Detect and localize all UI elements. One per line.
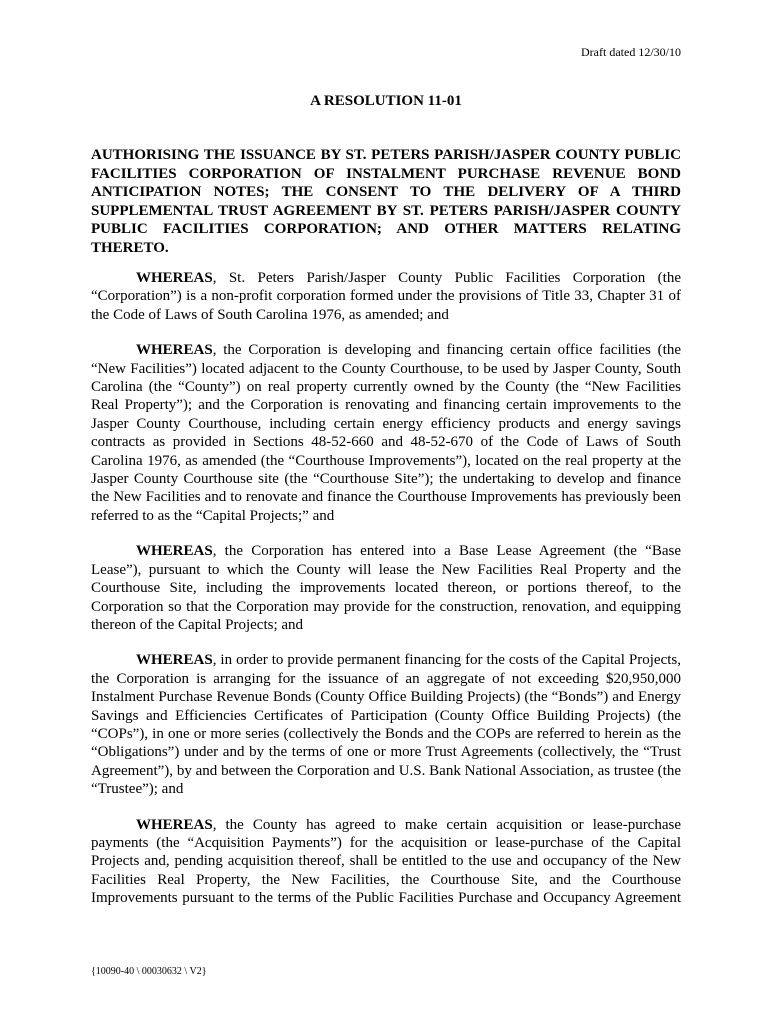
whereas-paragraph-3: [91, 542, 681, 634]
document-page: [91, 0, 681, 1024]
resolution-body: [91, 269, 681, 925]
paragraph-text: , the Corporation has entered into a Base Lease Agreement (the “Base Lease”), pursuant to which the County will lease the New Facilities Real Property and the Courthouse Site, including the improvements located thereon, or portions thereof, to the Corporation so that the Corporation may provide for the construction, renovation, and equipping thereon of the Capital Projects; and: [91, 543, 681, 633]
whereas-paragraph-1: [91, 269, 681, 324]
whereas-paragraph-5: [91, 816, 681, 908]
whereas-lead: WHEREAS: [136, 652, 213, 669]
paragraph-text: , St. Peters Parish/Jasper County Public Facilities Corporation (the “Corporation”) is a non-profit corporation formed under the provisions of Title 33, Chapter 31 of the Code of Laws of South Carolina 1976, as amended; and: [91, 270, 681, 323]
draft-date: Draft dated 12/30/10: [581, 45, 681, 59]
whereas-paragraph-4: [91, 651, 681, 798]
whereas-paragraph-2: [91, 341, 681, 525]
whereas-lead: WHEREAS: [136, 342, 213, 359]
document-id-footer: {10090-40 \ 00030632 \ V2}: [91, 966, 207, 977]
whereas-lead: WHEREAS: [136, 816, 213, 833]
resolution-title: A RESOLUTION 11-01: [310, 93, 462, 109]
whereas-lead: WHEREAS: [136, 270, 213, 286]
resolution-heading: AUTHORISING THE ISSUANCE BY ST. PETERS PARISH/JASPER COUNTY PUBLIC FACILITIES CORPORATION OF INSTALMENT PURCHASE REVENUE BOND ANTICIPATION NOTES; THE CONSENT TO THE DELIVERY OF A THIRD SUPPLEMENTAL TRUST AGREEMENT BY ST. PETERS PARISH/JASPER COUNTY PUBLIC FACILITIES CORPORATION; AND OTHER MATTERS RELATING THERETO.: [91, 147, 681, 256]
paragraph-text: , the Corporation is developing and financing certain office facilities (the “New Facilities”) located adjacent to the County Courthouse, to be used by Jasper County, South Carolina (the “County”) on real property currently owned by the County (the “New Facilities Real Property”); and the Corporation is renovating and financing certain improvements to the Jasper County Courthouse, including certain energy efficiency products and energy savings contracts as provided in Sections 48-52-660 and 48-52-670 of the Code of Laws of South Carolina 1976, as amended (the “Courthouse Improvements”), located on the real property at the Jasper County Courthouse site (the “Courthouse Site”); the undertaking to develop and finance the New Facilities and to renovate and finance the Courthouse Improvements has previously been referred to as the “Capital Projects;” and: [91, 342, 681, 524]
whereas-lead: WHEREAS: [136, 543, 213, 560]
paragraph-text: , the County has agreed to make certain acquisition or lease-purchase payments (the “Acquisition Payments”) for the acquisition or lease-purchase of the Capital Projects and, pending acquisition thereof, shall be entitled to the use and occupancy of the New Facilities Real Property, the New Facilities, the Courthouse Site, and the Courthouse Improvements pursuant to the terms of the Public Facilities Purchase and Occupancy Agreement: [91, 816, 681, 907]
paragraph-text: , in order to provide permanent financing for the costs of the Capital Projects, the Corporation is arranging for the issuance of an aggregate of not exceeding $20,950,000 Instalment Purchase Revenue Bonds (County Office Building Projects) (the “Bonds”) and Energy Savings and Efficiencies Certificates of Participation (County Office Building Projects) (the “COPs”), in one or more series (collectively the Bonds and the COPs are referred to herein as the “Obligations”) under and by the terms of one or more Trust Agreements (collectively, the “Trust Agreement”), by and between the Corporation and U.S. Bank National Association, as trustee (the “Trustee”); and: [91, 652, 681, 798]
